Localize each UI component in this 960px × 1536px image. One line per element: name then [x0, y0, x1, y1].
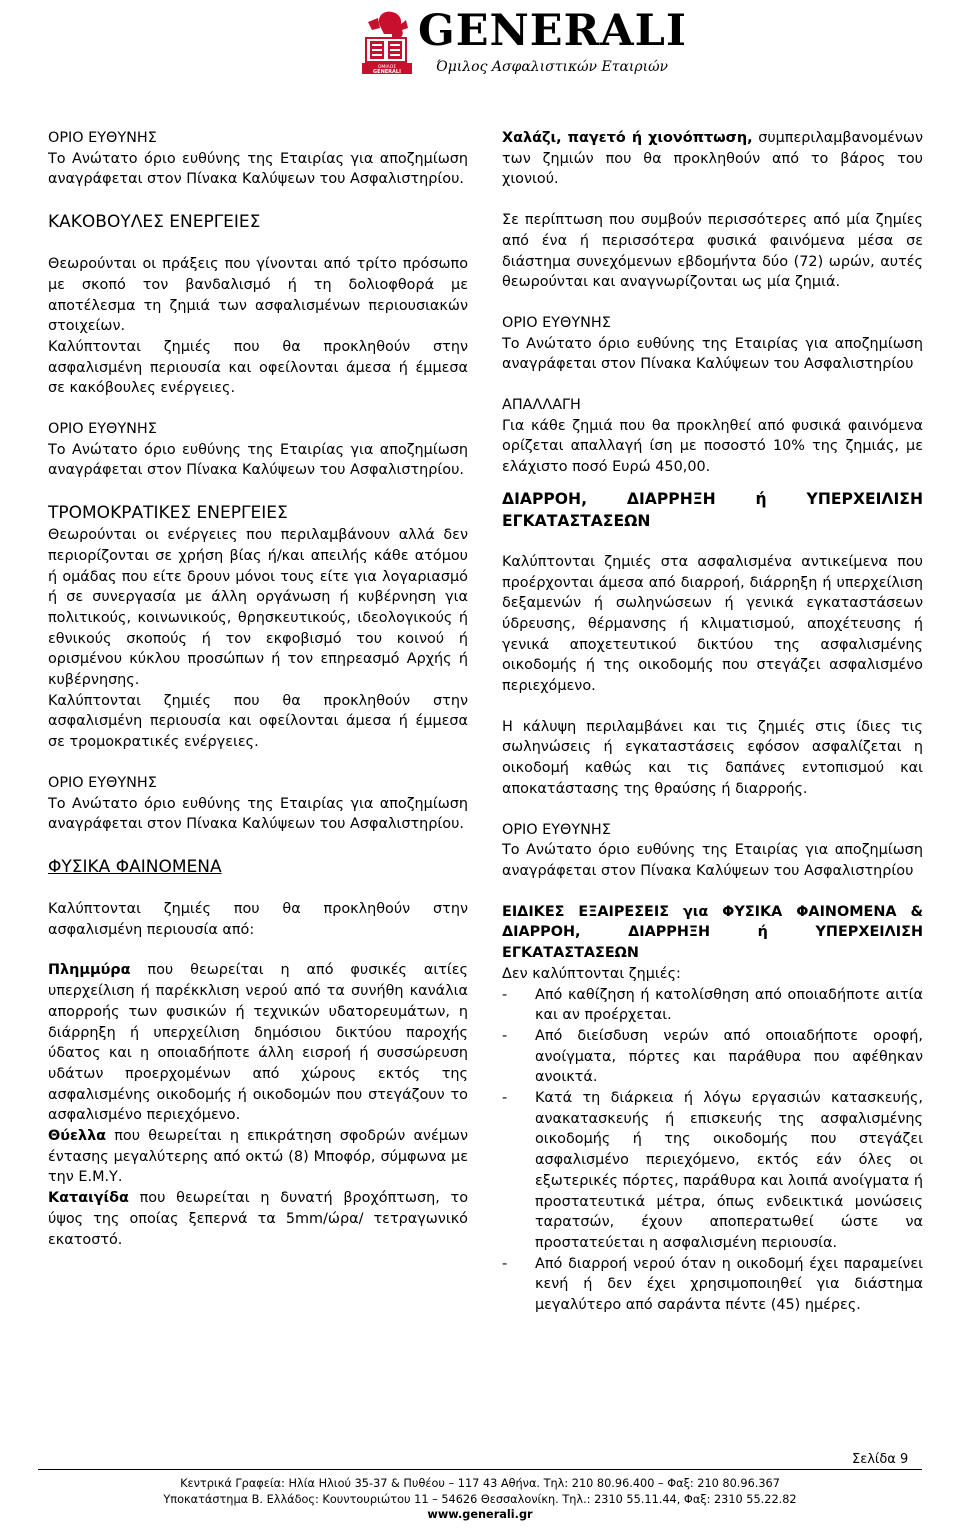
malicious-coverage: Καλύπτονται ζημιές που θα προκληθούν στην ασφαλισμένη περιουσία και οφείλονται άμεσα ή έμμεσα σε κακόβουλες ενέργειες.	[48, 338, 468, 397]
hail-paragraph	[502, 128, 923, 190]
storm-definition	[48, 1126, 468, 1188]
section-title-natural: ΦΥΣΙΚΑ ΦΑΙΝΟΜΕΝΑ	[48, 856, 222, 877]
hail-text: συμπεριλαμβανομένων των ζημιών που θα προκληθούν από το βάρος του χιονιού.	[502, 130, 923, 188]
flood-text: που θεωρείται η από φυσικές αιτίες υπερχείλιση ή παρέκκλιση νερού από τα συνήθη κανάλια απορροής των φυσικών ή τεχνικών υδατορευμάτων, η διάρρηξη ή υπερχείλιση δημόσιου δικτύου παροχής ύδατος και η οποιαδήποτε άλλη εισροή ή συσσώρευση υδάτων προερχομένων από χώρους εκτός της ασφαλισμένης οικοδομής ή οικοδομών που στεγάζουν το ασφαλισμένο περιεχόμενο.	[48, 962, 468, 1124]
seventy-two-hours-clause: Σε περίπτωση που συμβούν περισσότερες από μία ζημίες από ένα ή περισσότερα φυσικά φαινόμενα μέσα σε διάστημα συνεχόμενων εβδομήντα δύο (72) ωρών, αυτές θεωρούνται και αναγνωρίζονται ως μία ζημιά.	[502, 212, 923, 291]
dash-bullet: -	[502, 1027, 508, 1044]
section-title-malicious: ΚΑΚΟΒΟΥΛΕΣ ΕΝΕΡΓΕΙΕΣ	[48, 212, 261, 233]
right-column	[502, 128, 923, 1316]
natural-intro: Καλύπτονται ζημιές που θα προκληθούν στην ασφαλισμένη περιουσία από:	[48, 900, 468, 938]
dash-bullet: -	[502, 986, 508, 1003]
footer	[0, 1476, 960, 1523]
downpour-term: Καταιγίδα	[48, 1190, 129, 1207]
section-title-terrorism: ΤΡΟΜΟΚΡΑΤΙΚΕΣ ΕΝΕΡΓΕΙΕΣ	[48, 503, 288, 524]
limit-title: ΟΡΙΟ ΕΥΘΥΝΗΣ	[502, 821, 611, 838]
limit-text: Το Ανώτατο όριο ευθύνης της Εταιρίας για αποζημίωση αναγράφεται στον Πίνακα Καλύψεων του Ασφαλιστηρίου	[502, 842, 923, 879]
list-item	[502, 1254, 923, 1316]
exclusion-text: Από διείσδυση νερών από οποιαδήποτε οροφή, ανοίγματα, πόρτες και παράθυρα που αφέθηκαν ανοικτά.	[535, 1027, 923, 1086]
downpour-text: που θεωρείται η δυνατή βροχόπτωση, το ύψος της οποίας ξεπερνά τα 5mm/ώρα/ τετραγωνικό εκατοστό.	[48, 1190, 468, 1248]
limit-title: ΟΡΙΟ ΕΥΘΥΝΗΣ	[502, 314, 611, 331]
limit-title: ΟΡΙΟ ΕΥΘΥΝΗΣ	[48, 421, 157, 438]
limit-title: ΟΡΙΟ ΕΥΘΥΝΗΣ	[48, 774, 157, 791]
flood-definition	[48, 960, 468, 1126]
downpour-definition	[48, 1188, 468, 1250]
exclusions-intro: Δεν καλύπτονται ζημιές:	[502, 965, 681, 982]
list-item	[502, 985, 923, 1026]
page-number: Σελίδα 9	[852, 1452, 909, 1467]
generali-logo	[362, 2, 688, 82]
dash-bullet: -	[502, 1090, 508, 1107]
dash-bullet: -	[502, 1255, 508, 1272]
lion-emblem-icon	[362, 8, 412, 74]
emblem-caption: GENERALI	[373, 69, 401, 74]
list-item	[502, 1026, 923, 1088]
left-column	[48, 128, 468, 1250]
footer-website-link[interactable]: www.generali.gr	[427, 1508, 533, 1521]
exclusions-title: ΕΙΔΙΚΕΣ ΕΞΑΙΡΕΣΕΙΣ για ΦΥΣΙΚΑ ΦΑΙΝΟΜΕΝΑ & ΔΙΑΡΡΟΗ, ΔΙΑΡΡΗΞΗ ή ΥΠΕΡΧΕΙΛΙΣΗ ΕΓΚΑΤΑΣΤΑΣΕΩΝ	[502, 903, 923, 962]
brand-tagline: Όμιλος Ασφαλιστικών Εταιριών	[436, 59, 669, 75]
exclusion-text: Κατά τη διάρκεια ή λόγω εργασιών κατασκευής, ανακατασκευής ή επισκευής της ασφαλισμένης οικοδομής ή της οικοδομής που στεγάζει ασφαλισμένο περιεχόμενο, εκτός εάν όλες οι εξωτερικές πόρτες, παράθυρα και λοιπά ανοίγματα ή προστατευτικά μέτρα, όπως ενδεικτικά μονώσεις ταρατσών, έχουν αποπερατωθεί ώστε να προστατεύεται η ασφαλισμένη περιουσία.	[535, 1090, 923, 1251]
flood-term: Πλημμύρα	[48, 962, 131, 979]
limit-text: Το Ανώτατο όριο ευθύνης της Εταιρίας για αποζημίωση αναγράφεται στον Πίνακα Καλύψεων του Ασφαλιστηρίου.	[48, 795, 468, 833]
emblem-caption-top: ΟΜΙΛΟΣ	[377, 65, 397, 70]
storm-text: που θεωρείται η επικράτηση σφοδρών ανέμων έντασης μεγαλύτερης από οκτώ (8) Μποφόρ, σύμφωνα με την Ε.Μ.Υ.	[48, 1128, 468, 1186]
exclusion-text: Από καθίζηση ή κατολίσθηση από οποιαδήποτε αιτία και αν προέρχεται.	[535, 986, 923, 1024]
footer-branch: Υποκατάστημα Β. Ελλάδος: Κουντουριώτου 11 – 54626 Θεσσαλονίκη. Τηλ.: 2310 55.11.44, Φαξ: 2310 55.22.82	[163, 1492, 797, 1506]
footer-head-office: Κεντρικά Γραφεία: Ηλία Ηλιού 35-37 & Πυθέου – 117 43 Αθήνα. Τηλ: 210 80.96.400 – Φαξ: 210 80.96.367	[180, 1477, 780, 1490]
section-title-leakage: ΔΙΑΡΡΟΗ, ΔΙΑΡΡΗΞΗ ή ΥΠΕΡΧΕΙΛΙΣΗ ΕΓΚΑΤΑΣΤΑΣΕΩΝ	[502, 489, 923, 530]
limit-text: Το Ανώτατο όριο ευθύνης της Εταιρίας για αποζημίωση αναγράφεται στον Πίνακα Καλύψεων του Ασφαλιστηρίου.	[48, 150, 468, 188]
exclusion-text: Από διαρροή νερού όταν η οικοδομή έχει παραμείνει κενή ή δεν έχει χρησιμοποιηθεί για διάστημα μεγαλύτερο από σαράντα πέντε (45) ημέρες.	[535, 1255, 923, 1314]
limit-text: Το Ανώτατο όριο ευθύνης της Εταιρίας για αποζημίωση αναγράφεται στον Πίνακα Καλύψεων του Ασφαλιστηρίου	[502, 335, 923, 373]
footer-divider	[38, 1469, 922, 1470]
terrorism-definition: Θεωρούνται οι ενέργειες που περιλαμβάνουν αλλά δεν περιορίζονται σε χρήση βίας ή/και απειλής κάθε ατόμου ή ομάδας που είτε δρουν μόνοι τους είτε για λογαριασμό ή σε συνεργασία με άλλη οργάνωση ή κυβέρνηση για πολιτικούς, κοινωνικούς, θρησκευτικούς, ιδεολογικούς ή εθνικούς σκοπούς ή τον εκφοβισμό του κοινού ή ορισμένου κύκλου προσώπων ή τον επηρεασμό Αρχής ή κυβέρνησης.	[48, 527, 468, 689]
leakage-extension: Η κάλυψη περιλαμβάνει και τις ζημιές στις ίδιες τις σωληνώσεις ή εγκαταστάσεις εφόσον ασφαλίζεται η οικοδομή καθώς και τις δαπάνες εντοπισμού και αποκατάστασης της θραύσης ή διαρροής.	[502, 718, 923, 797]
storm-term: Θύελλα	[48, 1128, 107, 1145]
terrorism-coverage: Καλύπτονται ζημιές που θα προκληθούν στην ασφαλισμένη περιουσία και οφείλονται άμεσα ή έμμεσα σε τρομοκρατικές ενέργειες.	[48, 692, 468, 751]
limit-text: Το Ανώτατο όριο ευθύνης της Εταιρίας για αποζημίωση αναγράφεται στον Πίνακα Καλύψεων του Ασφαλιστηρίου.	[48, 441, 468, 479]
exclusions-list	[502, 985, 923, 1316]
brand-name: GENERALI	[418, 6, 688, 56]
deductible-text: Για κάθε ζημιά που θα προκληθεί από φυσικά φαινόμενα ορίζεται απαλλαγή ίση με ποσοστό 10% της ζημιάς, με ελάχιστο ποσό Ευρώ 450,00.	[502, 417, 923, 476]
leakage-coverage: Καλύπτονται ζημιές στα ασφαλισμένα αντικείμενα που προέρχονται άμεσα από διαρροή, διάρρηξη ή υπερχείλιση δεξαμενών ή σωληνώσεων ή γενικά εγκαταστάσεων ύδρευσης, θέρμανσης ή κλιματισμού, αποχέτευσης ή γενικά αποχετευτικού δικτύου της ασφαλισμένης οικοδομής ή της οικοδομής που στεγάζει ασφαλισμένο περιεχόμενο.	[502, 553, 923, 695]
malicious-definition: Θεωρούνται οι πράξεις που γίνονται από τρίτο πρόσωπο με σκοπό τον βανδαλισμό ή τη δολιοφθορά με αποτέλεσμα τη ζημιά των ασφαλισμένων περιουσιακών στοιχείων.	[48, 256, 468, 335]
limit-title: ΟΡΙΟ ΕΥΘΥΝΗΣ	[48, 130, 157, 146]
deductible-title: ΑΠΑΛΛΑΓΗ	[502, 397, 581, 414]
list-item	[502, 1088, 923, 1254]
hail-heading: Χαλάζι, παγετό ή χιονόπτωση,	[502, 130, 753, 146]
